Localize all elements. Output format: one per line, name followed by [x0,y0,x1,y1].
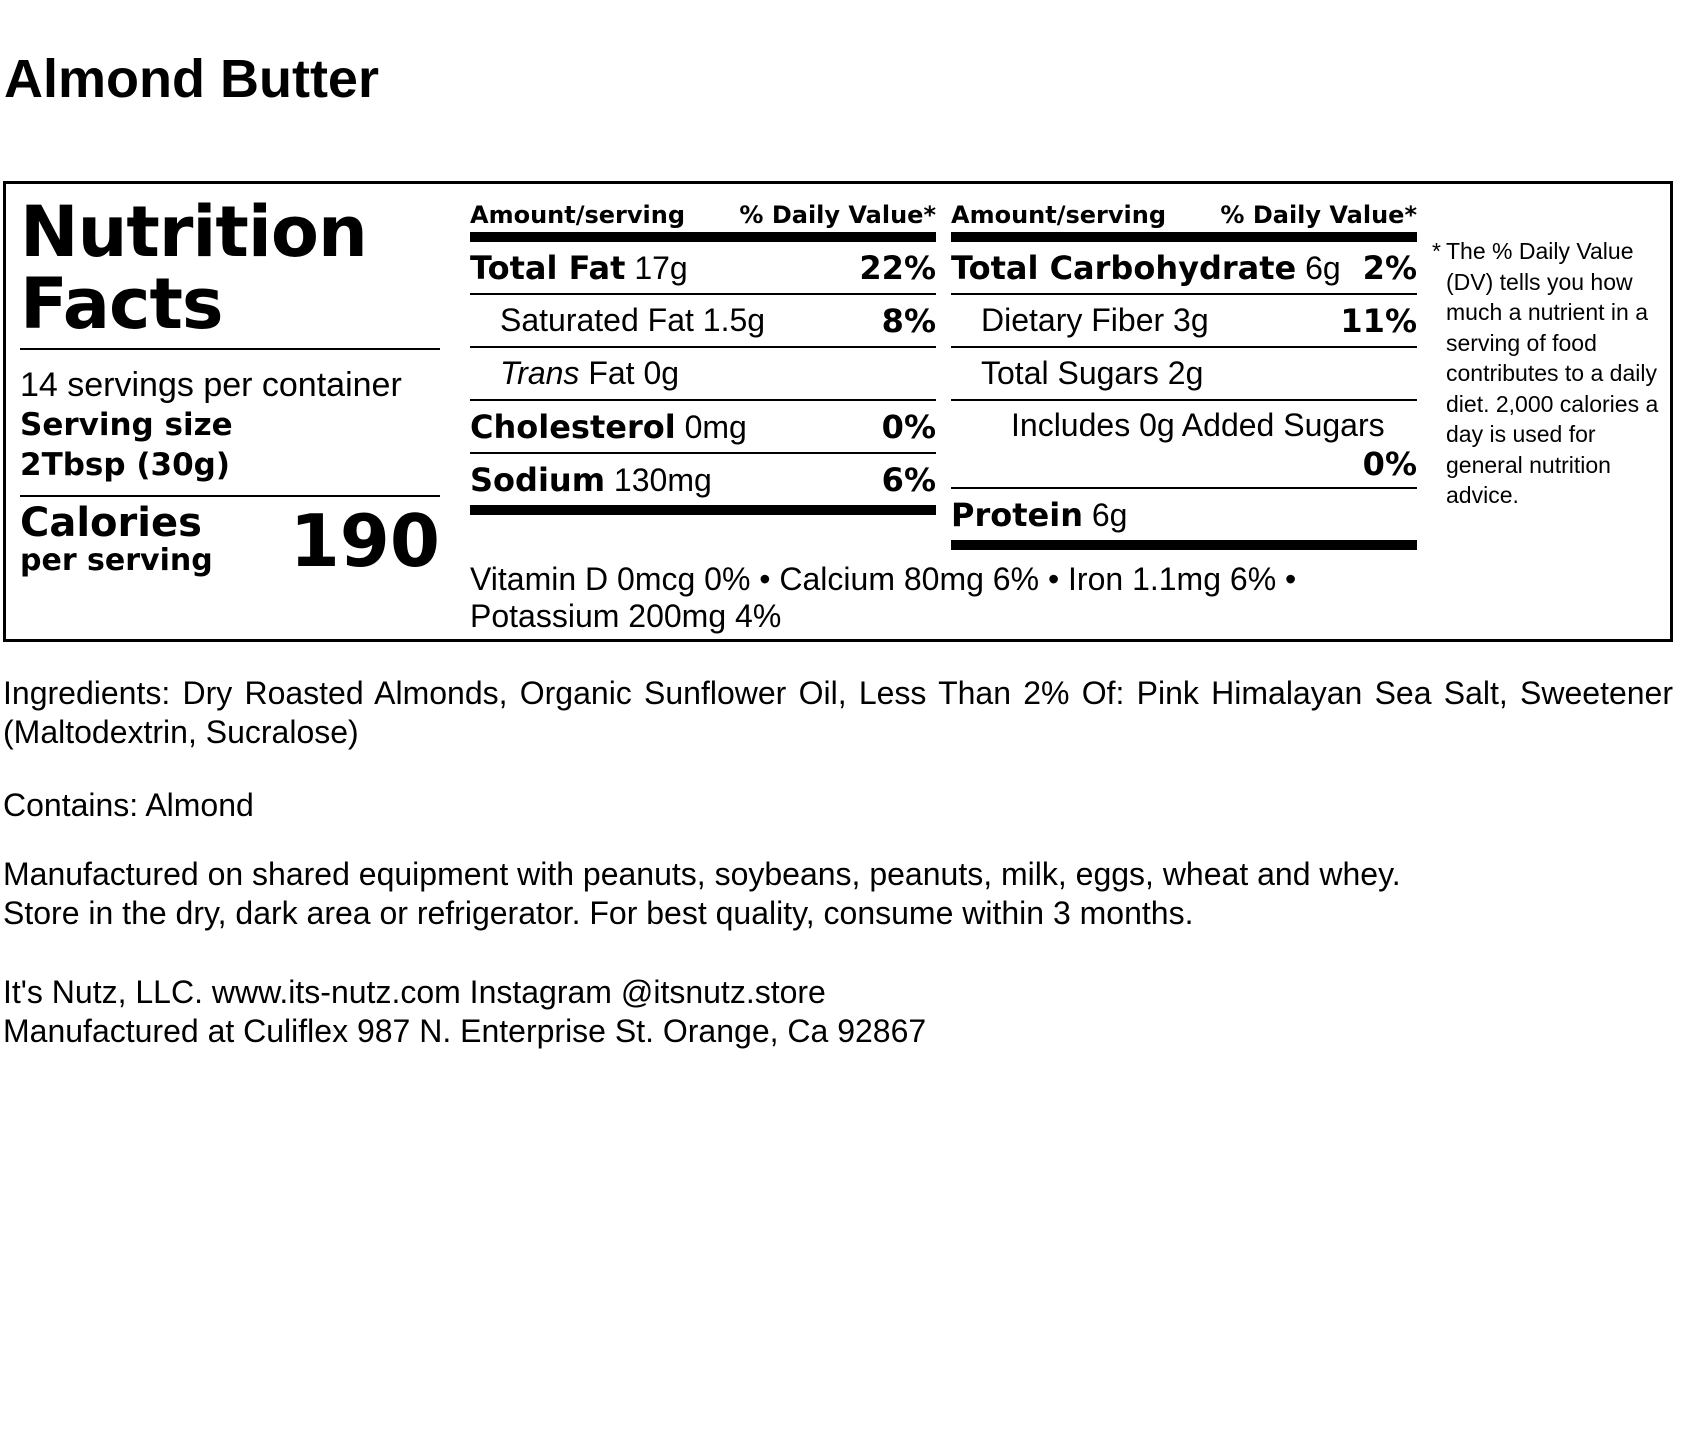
nutrient-row-added-sugars [951,401,1417,489]
vitamins-line-2: Potassium 200mg 4% [470,598,782,634]
header-amount: Amount/serving [470,201,686,229]
title-line-2: Facts [20,263,223,345]
storage-line: Store in the dry, dark area or refrigerator. For best quality, consume within 3 months. [3,895,1194,931]
nutrient-name: Includes 0g Added Sugars [1011,407,1385,443]
column-header [951,198,1417,242]
nutrient-amount: 130mg [613,461,712,498]
nutrient-dv: 2% [1362,248,1417,287]
title-line-1: Nutrition [20,191,367,273]
nutrient-amount: 17g [634,249,688,286]
nutrient-row-cholesterol [470,401,936,454]
nutrition-panel-left [20,191,440,587]
company-address: Manufactured at Culiflex 987 N. Enterprise St. Orange, Ca 92867 [3,1013,927,1049]
nutrient-name: Total Sugars 2g [981,355,1204,391]
trans-italic: Trans [500,355,580,391]
nutrient-amount: 0mg [684,408,747,445]
nutrients-column-left [470,198,936,515]
nutrient-dv: 11% [1340,301,1417,340]
nutrient-row-total-carbohydrate [951,242,1417,295]
nutrient-amount: 6g [1305,249,1341,286]
nutrient-name: Fat 0g [588,355,680,391]
nutrient-name: Total Carbohydrate [951,248,1297,287]
calories-row [20,497,440,587]
ingredients-text: Ingredients: Dry Roasted Almonds, Organic Sunflower Oil, Less Than 2% Of: Pink Himalayan Sea Salt, Sweetener (Maltodextrin, Sucralose) [3,675,1673,750]
nutrient-dv: 0% [1362,445,1417,483]
manufacturing-line-1: Manufactured on shared equipment with peanuts, soybeans, peanuts, milk, eggs, wheat and whey. [3,856,1401,892]
calories-sub-label: per serving [20,543,213,578]
nutrition-facts-panel [3,181,1673,642]
nutrient-row-dietary-fiber [951,295,1417,348]
nutrient-row-sodium [470,454,936,515]
footnote-text: The % Daily Value (DV) tells you how much a nutrient in a serving of food contributes to a daily diet. 2,000 calories a day is used for general nutrition advice. [1446,238,1659,508]
calories-label: Calories [20,500,202,546]
product-name: Almond Butter [4,49,379,109]
nutrient-dv: 0% [881,407,936,446]
vitamins-minerals [470,561,1470,635]
serving-size-value: 2Tbsp (30g) [20,447,231,483]
nutrients-column-right [951,198,1417,550]
header-amount: Amount/serving [951,201,1167,229]
nutrient-name: Sodium [470,460,606,499]
nutrient-dv: 8% [881,301,936,340]
serving-size-label: Serving size [20,407,233,443]
divider [20,348,440,350]
nutrient-amount: 6g [1091,496,1128,533]
nutrient-name: Cholesterol [470,407,676,446]
calories-value: 190 [289,499,440,583]
allergen-contains: Contains: Almond [3,787,254,823]
nutrient-dv: 22% [859,248,936,287]
nutrient-row-total-fat [470,242,936,295]
nutrient-dv: 6% [881,460,936,499]
header-daily-value: % Daily Value* [1220,201,1417,229]
nutrient-name: Total Fat [470,248,626,287]
footnote-asterisk: * [1432,238,1441,264]
nutrient-row-total-sugars [951,348,1417,401]
nutrient-name: Saturated Fat 1.5g [500,302,766,338]
nutrition-facts-title [20,191,440,345]
nutrient-name: Dietary Fiber 3g [981,302,1209,338]
company-line-1: It's Nutz, LLC. www.its-nutz.com Instagram @itsnutz.store [3,974,826,1010]
nutrient-name: Protein [951,495,1083,534]
vitamins-line-1: Vitamin D 0mcg 0% • Calcium 80mg 6% • Iron 1.1mg 6% • [470,561,1297,597]
nutrient-row-protein [951,489,1417,550]
daily-value-footnote [1432,236,1668,511]
servings-per-container: 14 servings per container [20,366,402,404]
nutrient-row-saturated-fat [470,295,936,348]
header-daily-value: % Daily Value* [739,201,936,229]
nutrient-row-trans-fat [470,348,936,401]
column-header [470,198,936,242]
